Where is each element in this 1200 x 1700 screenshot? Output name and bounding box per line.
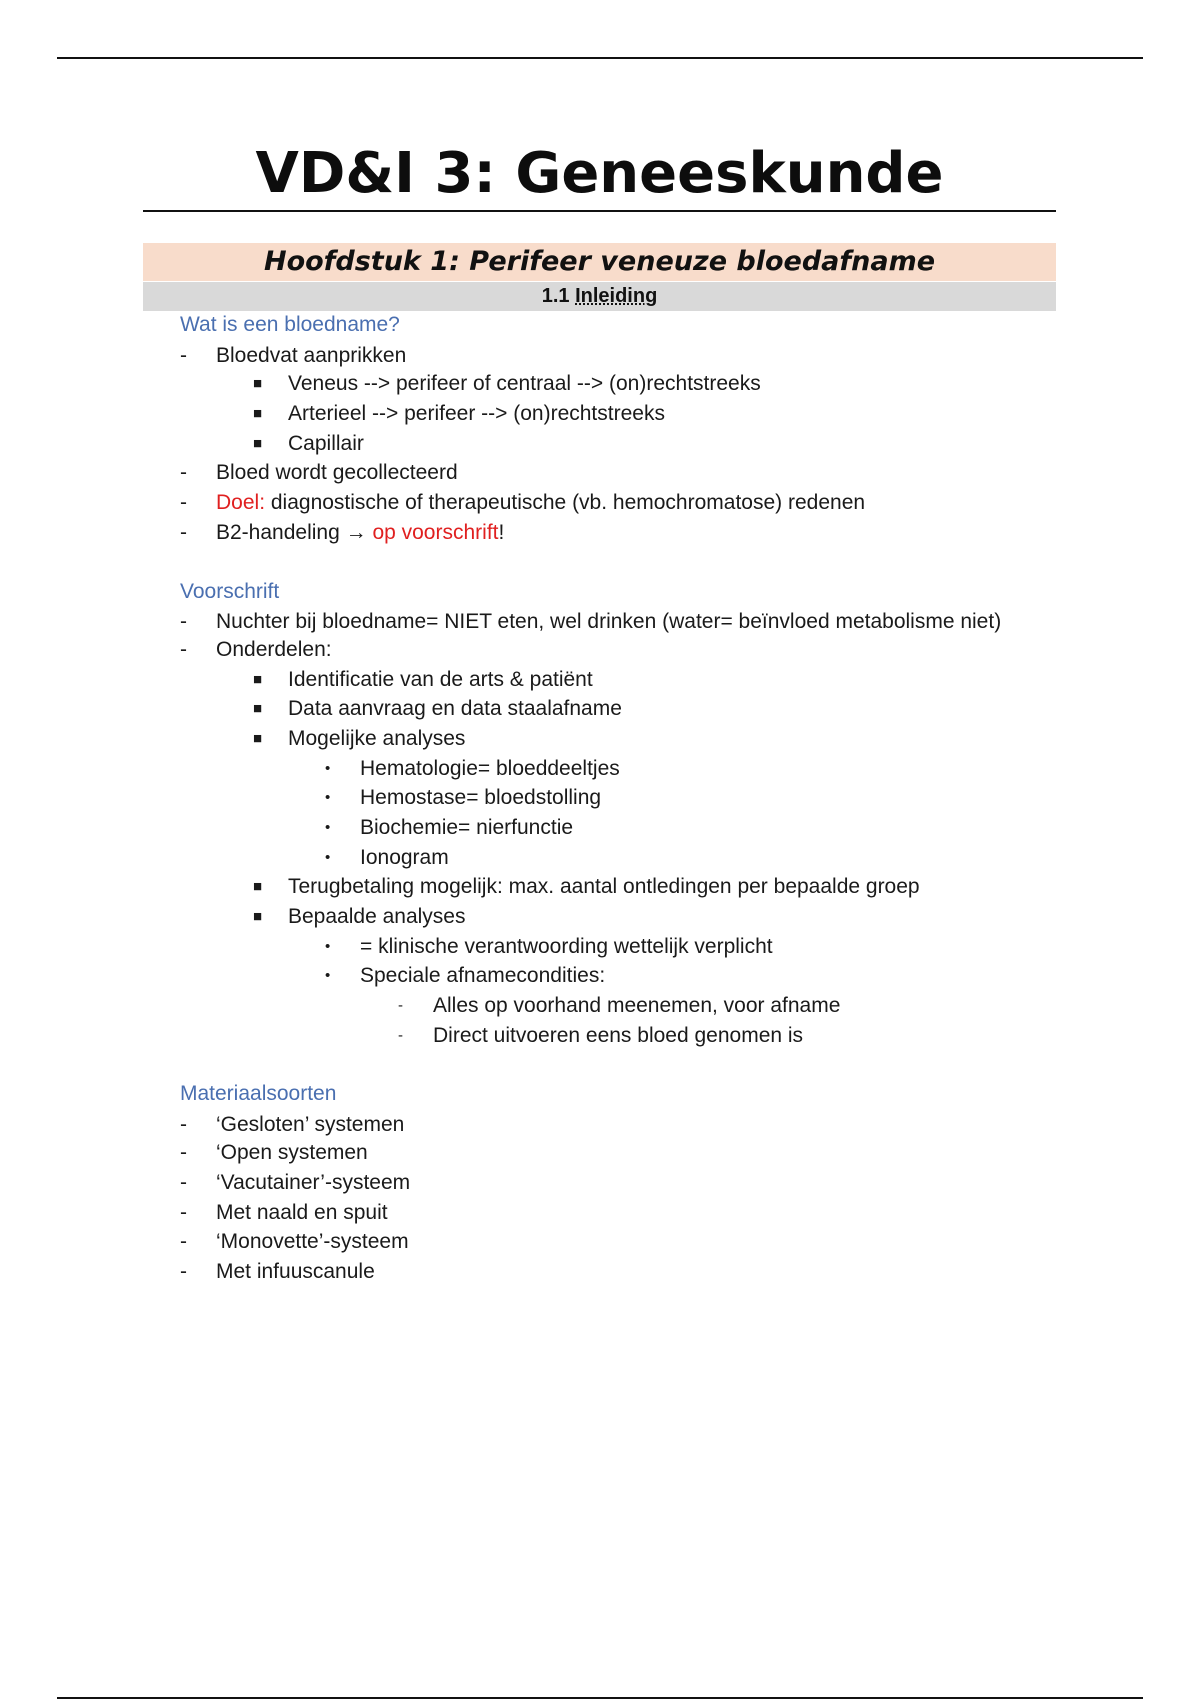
square-bullet-icon: ■ xyxy=(253,671,263,688)
heading-materiaalsoorten: Materiaalsoorten xyxy=(180,1082,337,1105)
title-underline xyxy=(143,210,1056,212)
dash-marker: - xyxy=(180,491,187,514)
heading-bloedname: Wat is een bloedname? xyxy=(180,313,400,336)
dash-marker: - xyxy=(398,997,403,1014)
dash-marker: - xyxy=(180,1141,187,1164)
dash-marker: - xyxy=(180,1113,187,1136)
dash-marker: - xyxy=(180,610,187,633)
square-bullet-icon: ■ xyxy=(253,908,263,925)
page-bottom-rule xyxy=(57,1697,1143,1699)
dash-marker: - xyxy=(180,344,187,367)
dot-bullet-icon: • xyxy=(325,849,331,866)
document-title: VD&I 3: Geneeskunde xyxy=(255,141,944,206)
square-bullet-icon: ■ xyxy=(253,405,263,422)
page-top-rule xyxy=(57,57,1143,59)
dash-marker: - xyxy=(398,1027,403,1044)
chapter-heading: Hoofdstuk 1: Perifeer veneuze bloedafname xyxy=(143,243,1056,281)
doel-label: Doel: xyxy=(216,491,266,514)
square-bullet-icon: ■ xyxy=(253,700,263,717)
heading-voorschrift: Voorschrift xyxy=(180,580,280,603)
dot-bullet-icon: • xyxy=(325,938,331,955)
dash-marker: - xyxy=(180,1171,187,1194)
square-bullet-icon: ■ xyxy=(253,730,263,747)
section-number: 1.1 xyxy=(541,285,570,307)
dash-marker: - xyxy=(180,521,187,544)
dot-bullet-icon: • xyxy=(325,967,331,984)
dash-marker: - xyxy=(180,461,187,484)
dot-bullet-icon: • xyxy=(325,760,331,777)
section-label: Inleiding xyxy=(575,285,658,307)
dot-bullet-icon: • xyxy=(325,819,331,836)
square-bullet-icon: ■ xyxy=(253,878,263,895)
square-bullet-icon: ■ xyxy=(253,375,263,392)
section-heading xyxy=(143,282,1056,311)
voorschrift-highlight: op voorschrift xyxy=(372,521,499,544)
square-bullet-icon: ■ xyxy=(253,435,263,452)
dash-marker: - xyxy=(180,1201,187,1224)
dash-marker: - xyxy=(180,1260,187,1283)
dot-bullet-icon: • xyxy=(325,789,331,806)
dash-marker: - xyxy=(180,638,187,661)
dash-marker: - xyxy=(180,1230,187,1253)
